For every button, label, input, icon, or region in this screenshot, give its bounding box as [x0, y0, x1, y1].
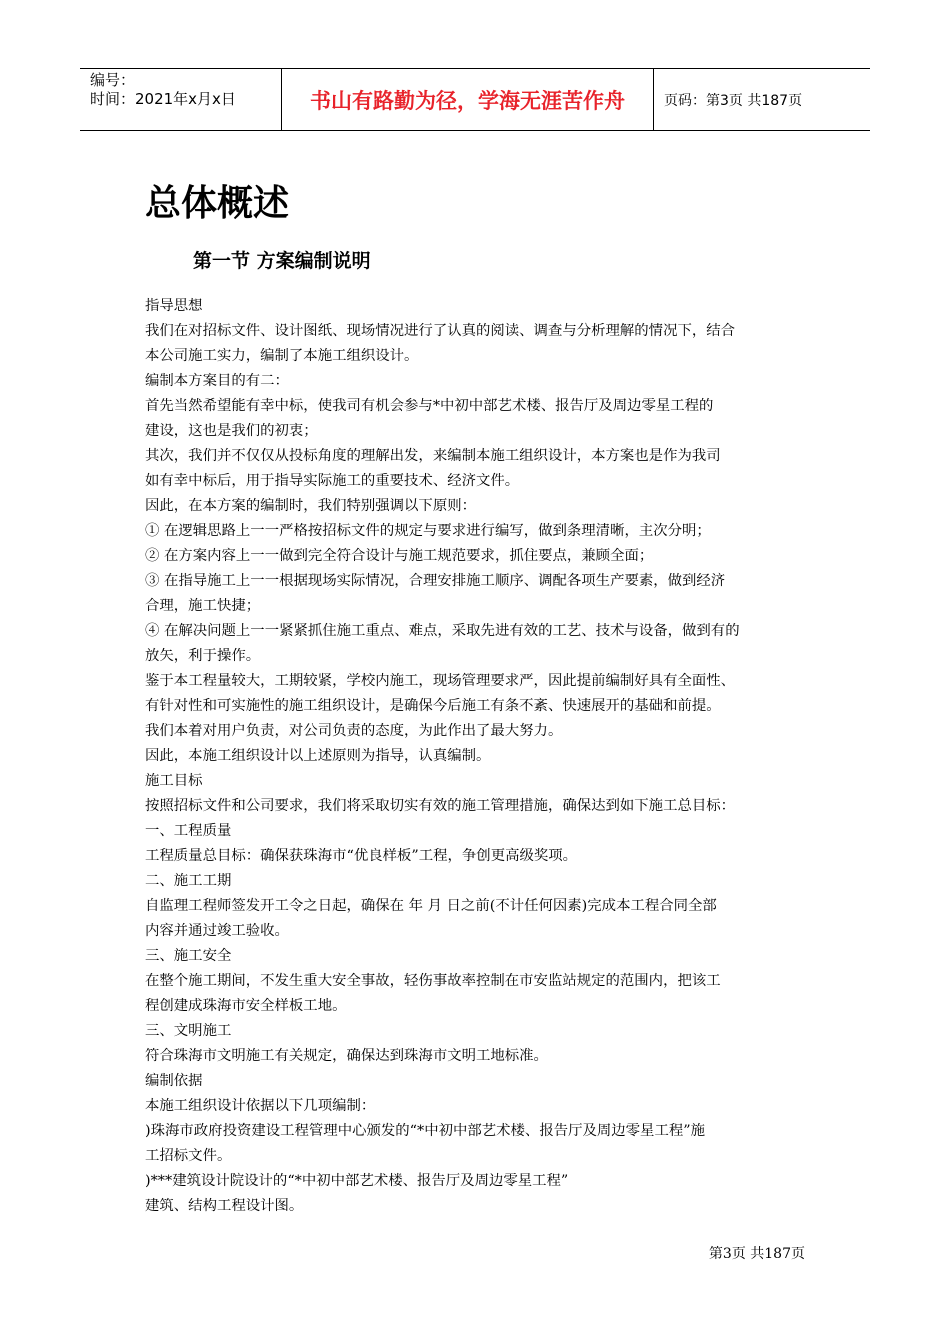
body-line: 如有幸中标后，用于指导实际施工的重要技术、经济文件。	[145, 473, 520, 489]
body-line: ① 在逻辑思路上一一严格按招标文件的规定与要求进行编写，做到条理清晰，主次分明；	[145, 523, 711, 539]
body-line: 编制本方案目的有二：	[145, 373, 289, 389]
body-line: )***建筑设计院设计的“*中初中部艺术楼、报告厅及周边零星工程”	[145, 1173, 569, 1189]
page-footer: 第3页 共187页	[708, 1246, 805, 1262]
body-line: 因此，本施工组织设计以上述原则为指导，认真编制。	[145, 748, 491, 764]
header-page-cell	[654, 69, 870, 130]
body-line: ③ 在指导施工上一一根据现场实际情况，合理安排施工顺序、调配各项生产要素，做到经济	[145, 573, 726, 589]
body-line: 施工目标	[145, 773, 203, 789]
body-line: 有针对性和可实施性的施工组织设计，是确保今后施工有条不紊、快速展开的基础和前提。	[145, 698, 721, 714]
body-line: 指导思想	[145, 298, 203, 314]
body-line: )珠海市政府投资建设工程管理中心颁发的“*中初中部艺术楼、报告厅及周边零星工程”施	[145, 1123, 705, 1139]
body-line: ④ 在解决问题上一一紧紧抓住施工重点、难点，采取先进有效的工艺、技术与设备，做到有的	[145, 623, 740, 639]
body-line: 按照招标文件和公司要求，我们将采取切实有效的施工管理措施，确保达到如下施工总目标：	[145, 798, 736, 814]
header-motto: 书山有路勤为径，学海无涯苦作舟	[310, 88, 625, 113]
body-line: 其次，我们并不仅仅从投标角度的理解出发，来编制本施工组织设计，本方案也是作为我司	[145, 448, 721, 464]
body-line: 程创建成珠海市安全样板工地。	[145, 998, 347, 1014]
header-meta-cell	[80, 69, 281, 130]
body-line: 二、施工工期	[145, 873, 232, 889]
section-title: 第一节 方案编制说明	[193, 250, 371, 272]
header-table	[80, 68, 870, 131]
document-time-label: 时间：2021年x月x日	[90, 90, 236, 108]
body-line: 三、施工安全	[145, 948, 232, 964]
body-line: 内容并通过竣工验收。	[145, 923, 289, 939]
body-line: 编制依据	[145, 1073, 203, 1089]
document-title: 总体概述	[145, 183, 290, 224]
body-text	[145, 294, 815, 1219]
body-line: 我们本着对用户负责，对公司负责的态度，为此作出了最大努力。	[145, 723, 563, 739]
body-line: 一、工程质量	[145, 823, 232, 839]
body-line: 工程质量总目标：确保获珠海市“优良样板”工程，争创更高级奖项。	[145, 848, 578, 864]
body-line: 建筑、结构工程设计图。	[145, 1198, 304, 1214]
body-line: 三、文明施工	[145, 1023, 232, 1039]
body-line: ② 在方案内容上一一做到完全符合设计与施工规范要求，抓住要点，兼顾全面；	[145, 548, 654, 564]
body-line: 首先当然希望能有幸中标，使我司有机会参与*中初中部艺术楼、报告厅及周边零星工程的	[145, 398, 714, 414]
header-motto-cell	[281, 69, 654, 130]
body-line: 放矢，利于操作。	[145, 648, 261, 664]
body-line: 合理，施工快捷；	[145, 598, 261, 614]
body-line: 工招标文件。	[145, 1148, 232, 1164]
body-line: 鉴于本工程量较大，工期较紧，学校内施工，现场管理要求严，因此提前编制好具有全面性、	[145, 673, 736, 689]
body-line: 在整个施工期间，不发生重大安全事故，轻伤事故率控制在市安监站规定的范围内，把该工	[145, 973, 721, 989]
body-line: 符合珠海市文明施工有关规定，确保达到珠海市文明工地标准。	[145, 1048, 548, 1064]
header-page-info: 页码：第3页 共187页	[664, 92, 803, 109]
body-line: 因此，在本方案的编制时，我们特别强调以下原则：	[145, 498, 476, 514]
document-number-label: 编号：	[90, 71, 136, 89]
body-line: 本公司施工实力，编制了本施工组织设计。	[145, 348, 419, 364]
body-line: 建设，这也是我们的初衷；	[145, 423, 318, 439]
body-line: 自监理工程师签发开工令之日起，确保在 年 月 日之前(不计任何因素)完成本工程合同全部	[145, 898, 717, 914]
body-line: 我们在对招标文件、设计图纸、现场情况进行了认真的阅读、调查与分析理解的情况下，结合	[145, 323, 736, 339]
body-line: 本施工组织设计依据以下几项编制：	[145, 1098, 376, 1114]
